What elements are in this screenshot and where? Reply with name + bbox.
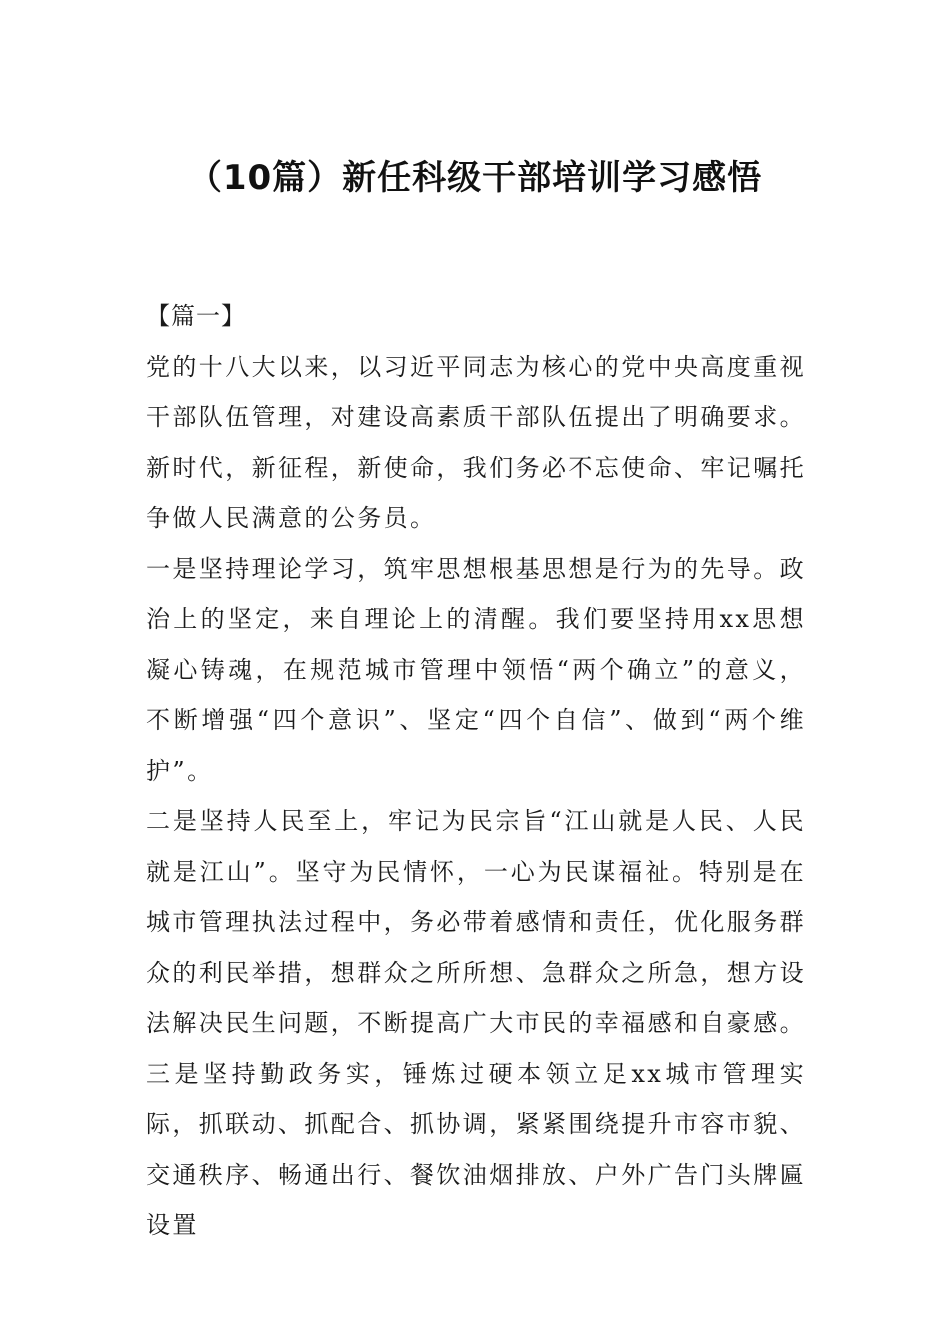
- document-title: （10篇）新任科级干部培训学习感悟: [187, 158, 763, 198]
- document-body: [146, 291, 806, 1251]
- paragraph-point-one: 一是坚持理论学习，筑牢思想根基思想是行为的先导。政治上的坚定，来自理论上的清醒。我们要坚持用xx思想凝心铸魂，在规范城市管理中领悟“两个确立”的意义，不断增强“四个意识”、坚定“四个自信”、做到“两个维护”。: [146, 554, 806, 785]
- paragraph-point-three: 三是坚持勤政务实，锤炼过硬本领立足xx城市管理实际，抓联动、抓配合、抓协调，紧紧围绕提升市容市貌、交通秩序、畅通出行、餐饮油烟排放、户外广告门头牌匾设置: [146, 1059, 806, 1239]
- paragraph-intro: 党的十八大以来，以习近平同志为核心的党中央高度重视干部队伍管理，对建设高素质干部队伍提出了明确要求。新时代，新征程，新使命，我们务必不忘使命、牢记嘱托争做人民满意的公务员。: [146, 352, 806, 532]
- paragraph-point-two: 二是坚持人民至上，牢记为民宗旨“江山就是人民、人民就是江山”。坚守为民情怀，一心为民谋福祉。特别是在城市管理执法过程中，务必带着感情和责任，优化服务群众的利民举措，想群众之所所想、急群众之所急，想方设法解决民生问题，不断提高广大市民的幸福感和自豪感。: [146, 807, 806, 1037]
- section-label: 【篇一】: [146, 302, 246, 330]
